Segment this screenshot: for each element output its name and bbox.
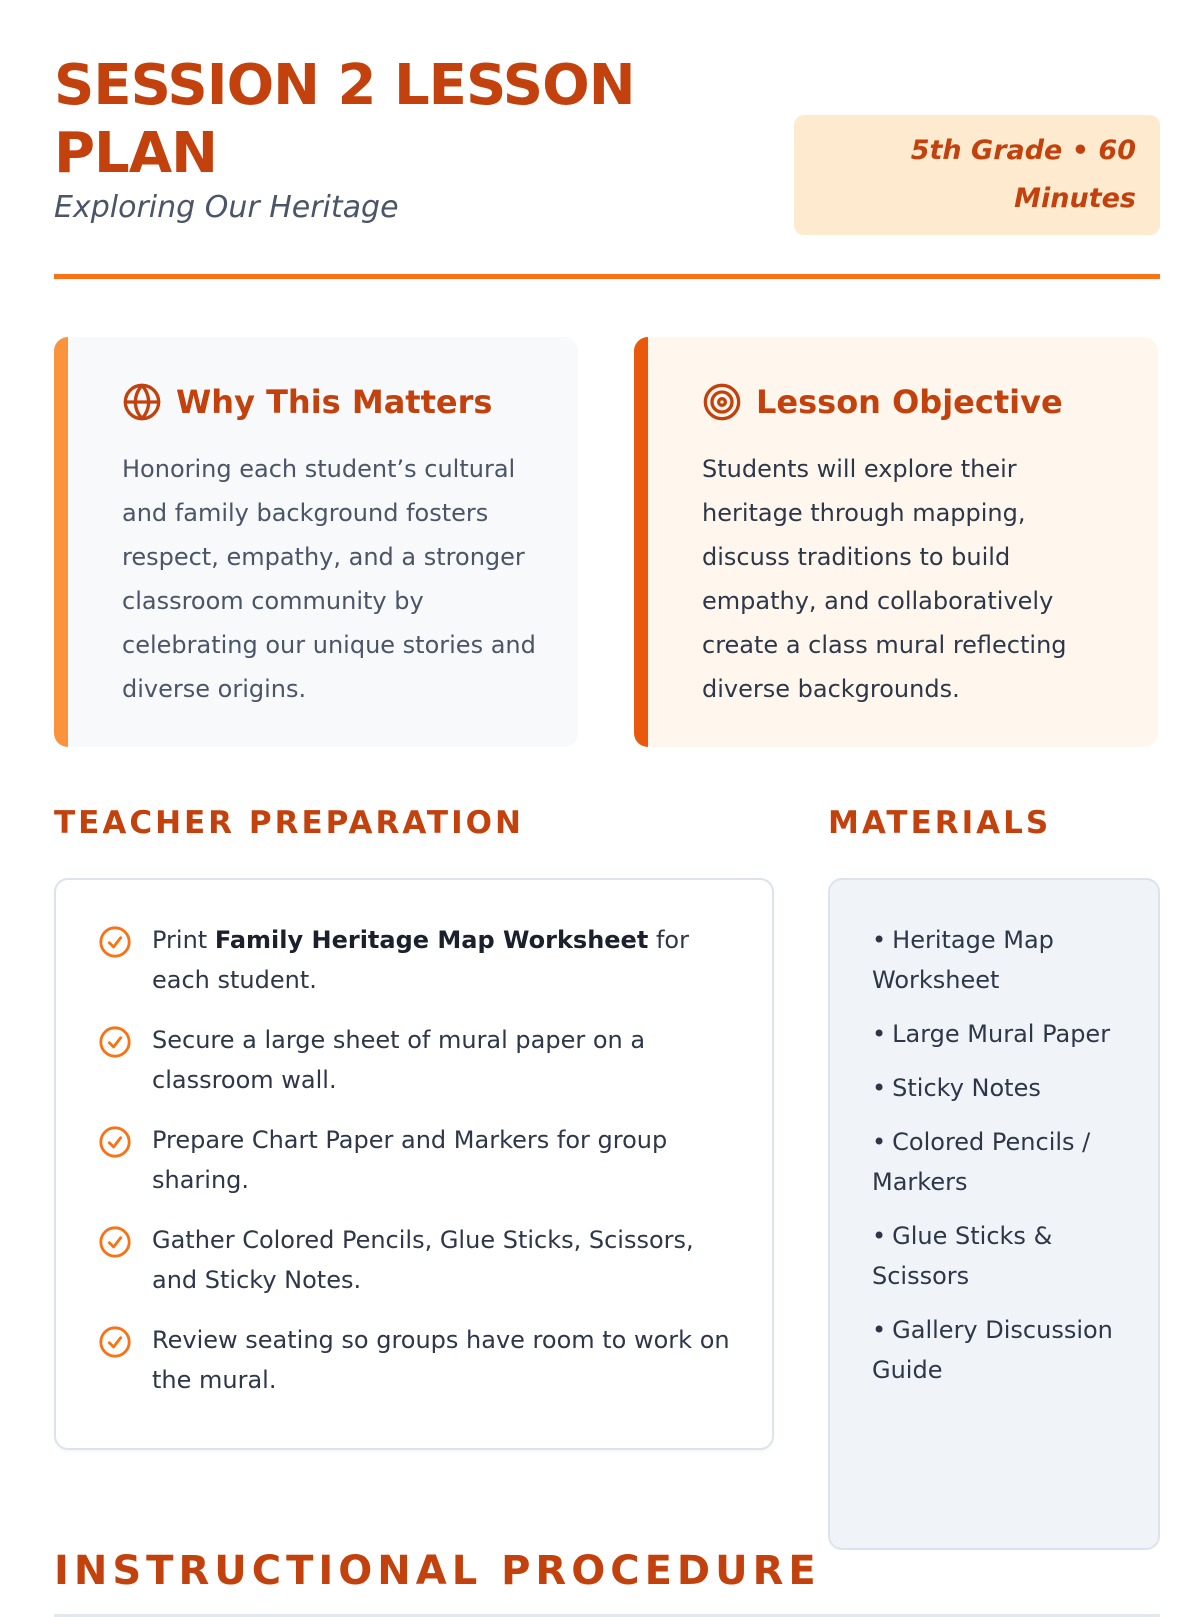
teacher-preparation-panel bbox=[54, 878, 774, 1450]
material-item: • Large Mural Paper bbox=[872, 1020, 1111, 1048]
lesson-plan-page bbox=[54, 0, 1160, 1600]
prep-item bbox=[98, 1120, 732, 1200]
check-circle-icon bbox=[98, 1325, 132, 1359]
material-item: • Glue Sticks & Scissors bbox=[872, 1222, 1053, 1290]
bullet-icon: • bbox=[872, 926, 887, 954]
materials-panel bbox=[828, 878, 1160, 1550]
prep-item bbox=[98, 1220, 732, 1300]
prep-item-text: Prepare Chart Paper and Markers for group sharing. bbox=[152, 1126, 668, 1194]
bullet-icon: • bbox=[872, 1074, 887, 1102]
card-body: Students will explore their heritage through mapping, discuss traditions to build empathy, and collaboratively create a class mural reflecting diverse backgrounds. bbox=[702, 455, 1067, 703]
card-header bbox=[702, 377, 1118, 427]
card-body: Honoring each student’s cultural and family background fosters respect, empathy, and a stronger classroom community by celebrating our unique stories and diverse origins. bbox=[122, 455, 536, 703]
bullet-icon: • bbox=[872, 1128, 887, 1156]
material-item: • Colored Pencils / Markers bbox=[872, 1128, 1091, 1196]
material-item: • Heritage Map Worksheet bbox=[872, 926, 1054, 994]
instructional-procedure-heading: INSTRUCTIONAL PROCEDURE bbox=[54, 1548, 821, 1594]
grade-duration-badge bbox=[794, 115, 1160, 235]
card-title: Why This Matters bbox=[176, 383, 493, 421]
check-circle-icon bbox=[98, 1125, 132, 1159]
worksheet-name: Family Heritage Map Worksheet bbox=[214, 926, 649, 954]
check-circle-icon bbox=[98, 1025, 132, 1059]
bullet-icon: • bbox=[872, 1222, 887, 1250]
prep-item-text: Secure a large sheet of mural paper on a classroom wall. bbox=[152, 1026, 646, 1094]
lesson-objective-card bbox=[634, 337, 1158, 747]
why-this-matters-card bbox=[54, 337, 578, 747]
page-subtitle: Exploring Our Heritage bbox=[54, 190, 399, 225]
header-divider bbox=[54, 274, 1160, 279]
prep-item-text: Review seating so groups have room to work on the mural. bbox=[152, 1326, 730, 1394]
card-header bbox=[122, 377, 538, 427]
check-circle-icon bbox=[98, 925, 132, 959]
prep-item bbox=[98, 1320, 732, 1400]
check-circle-icon bbox=[98, 1225, 132, 1259]
badge-line-1: 5th Grade • 60 bbox=[910, 135, 1136, 166]
target-icon bbox=[702, 382, 742, 422]
teacher-preparation-heading: TEACHER PREPARATION bbox=[54, 805, 524, 841]
material-item: • Gallery Discussion Guide bbox=[872, 1316, 1113, 1384]
material-item: • Sticky Notes bbox=[872, 1074, 1041, 1102]
prep-item-text: Gather Colored Pencils, Glue Sticks, Scissors, and Sticky Notes. bbox=[152, 1226, 694, 1294]
badge-line-2: Minutes bbox=[1014, 183, 1136, 214]
materials-heading: MATERIALS bbox=[828, 805, 1052, 841]
page-title: SESSION 2 LESSON PLAN bbox=[54, 53, 635, 186]
bullet-icon: • bbox=[872, 1316, 887, 1344]
globe-icon bbox=[122, 382, 162, 422]
card-title: Lesson Objective bbox=[756, 383, 1063, 421]
prep-item-text: Print Family Heritage Map Worksheet for each student. bbox=[152, 926, 689, 994]
prep-item bbox=[98, 1020, 732, 1100]
prep-item bbox=[98, 920, 732, 1000]
bullet-icon: • bbox=[872, 1020, 887, 1048]
